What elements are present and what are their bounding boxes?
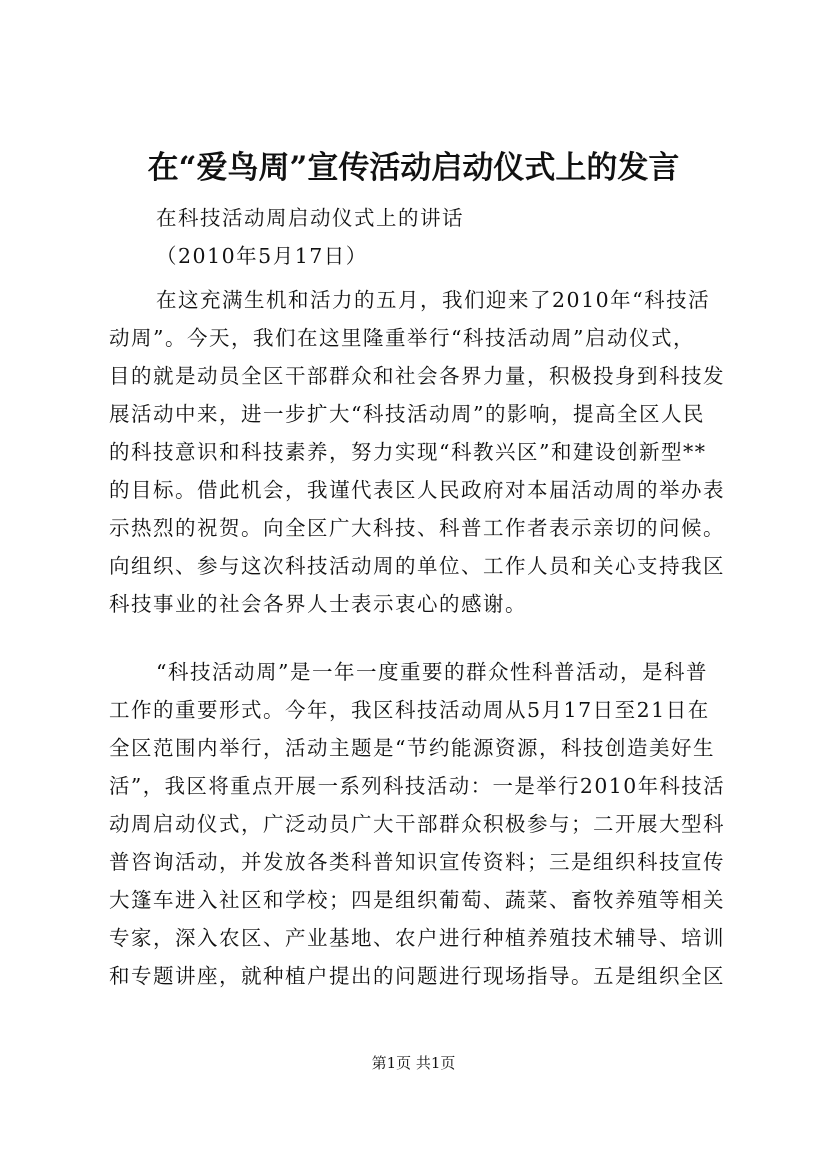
paragraph-line: 工作的重要形式。今年，我区科技活动周从5月17日至21日在 xyxy=(109,698,710,722)
paragraph-line: 示热烈的祝贺。向全区广大科技、科普工作者表示亲切的问候。 xyxy=(109,516,725,540)
paragraph-line: 在这充满生机和活力的五月，我们迎来了2010年“科技活 xyxy=(156,288,711,312)
paragraph-line: 大篷车进入社区和学校；四是组织葡萄、蔬菜、畜牧养殖等相关 xyxy=(109,888,725,912)
paragraph-line: 动周启动仪式，广泛动员广大干部群众积极参与；二开展大型科 xyxy=(109,812,725,836)
paragraph-line: 和专题讲座，就种植户提出的问题进行现场指导。五是组织全区 xyxy=(109,964,725,988)
paragraph-line: 的目标。借此机会，我谨代表区人民政府对本届活动周的举办表 xyxy=(109,478,725,502)
paragraph-line: 全区范围内举行，活动主题是“节约能源资源，科技创造美好生 xyxy=(109,736,715,760)
paragraph-line: 专家，深入农区、产业基地、农户进行种植养殖技术辅导、培训 xyxy=(109,926,725,950)
paragraph-line: 的科技意识和科技素养，努力实现“科教兴区”和建设创新型** xyxy=(109,440,707,464)
paragraph-line: 动周”。今天，我们在这里隆重举行“科技活动周”启动仪式， xyxy=(109,326,695,350)
document-title: 在“爱鸟周”宣传活动启动仪式上的发言 xyxy=(147,150,680,186)
document-subtitle: 在科技活动周启动仪式上的讲话 xyxy=(156,206,464,230)
page-number-footer: 第1页 共1页 xyxy=(371,1054,456,1072)
paragraph-line: 向组织、参与这次科技活动周的单位、工作人员和关心支持我区 xyxy=(109,554,725,578)
paragraph-line: 展活动中来，进一步扩大“科技活动周”的影响，提高全区人民 xyxy=(109,402,705,426)
paragraph-line: 科技事业的社会各界人士表示衷心的感谢。 xyxy=(109,592,527,616)
paragraph-line: “科技活动周”是一年一度重要的群众性科普活动，是科普 xyxy=(156,660,708,684)
paragraph-line: 普咨询活动，并发放各类科普知识宣传资料；三是组织科技宣传 xyxy=(109,850,725,874)
paragraph-line: 目的就是动员全区干部群众和社会各界力量，积极投身到科技发 xyxy=(109,364,725,388)
document-date: （2010年5月17日） xyxy=(156,244,368,268)
paragraph-line: 活”，我区将重点开展一系列科技活动：一是举行2010年科技活 xyxy=(109,774,726,798)
